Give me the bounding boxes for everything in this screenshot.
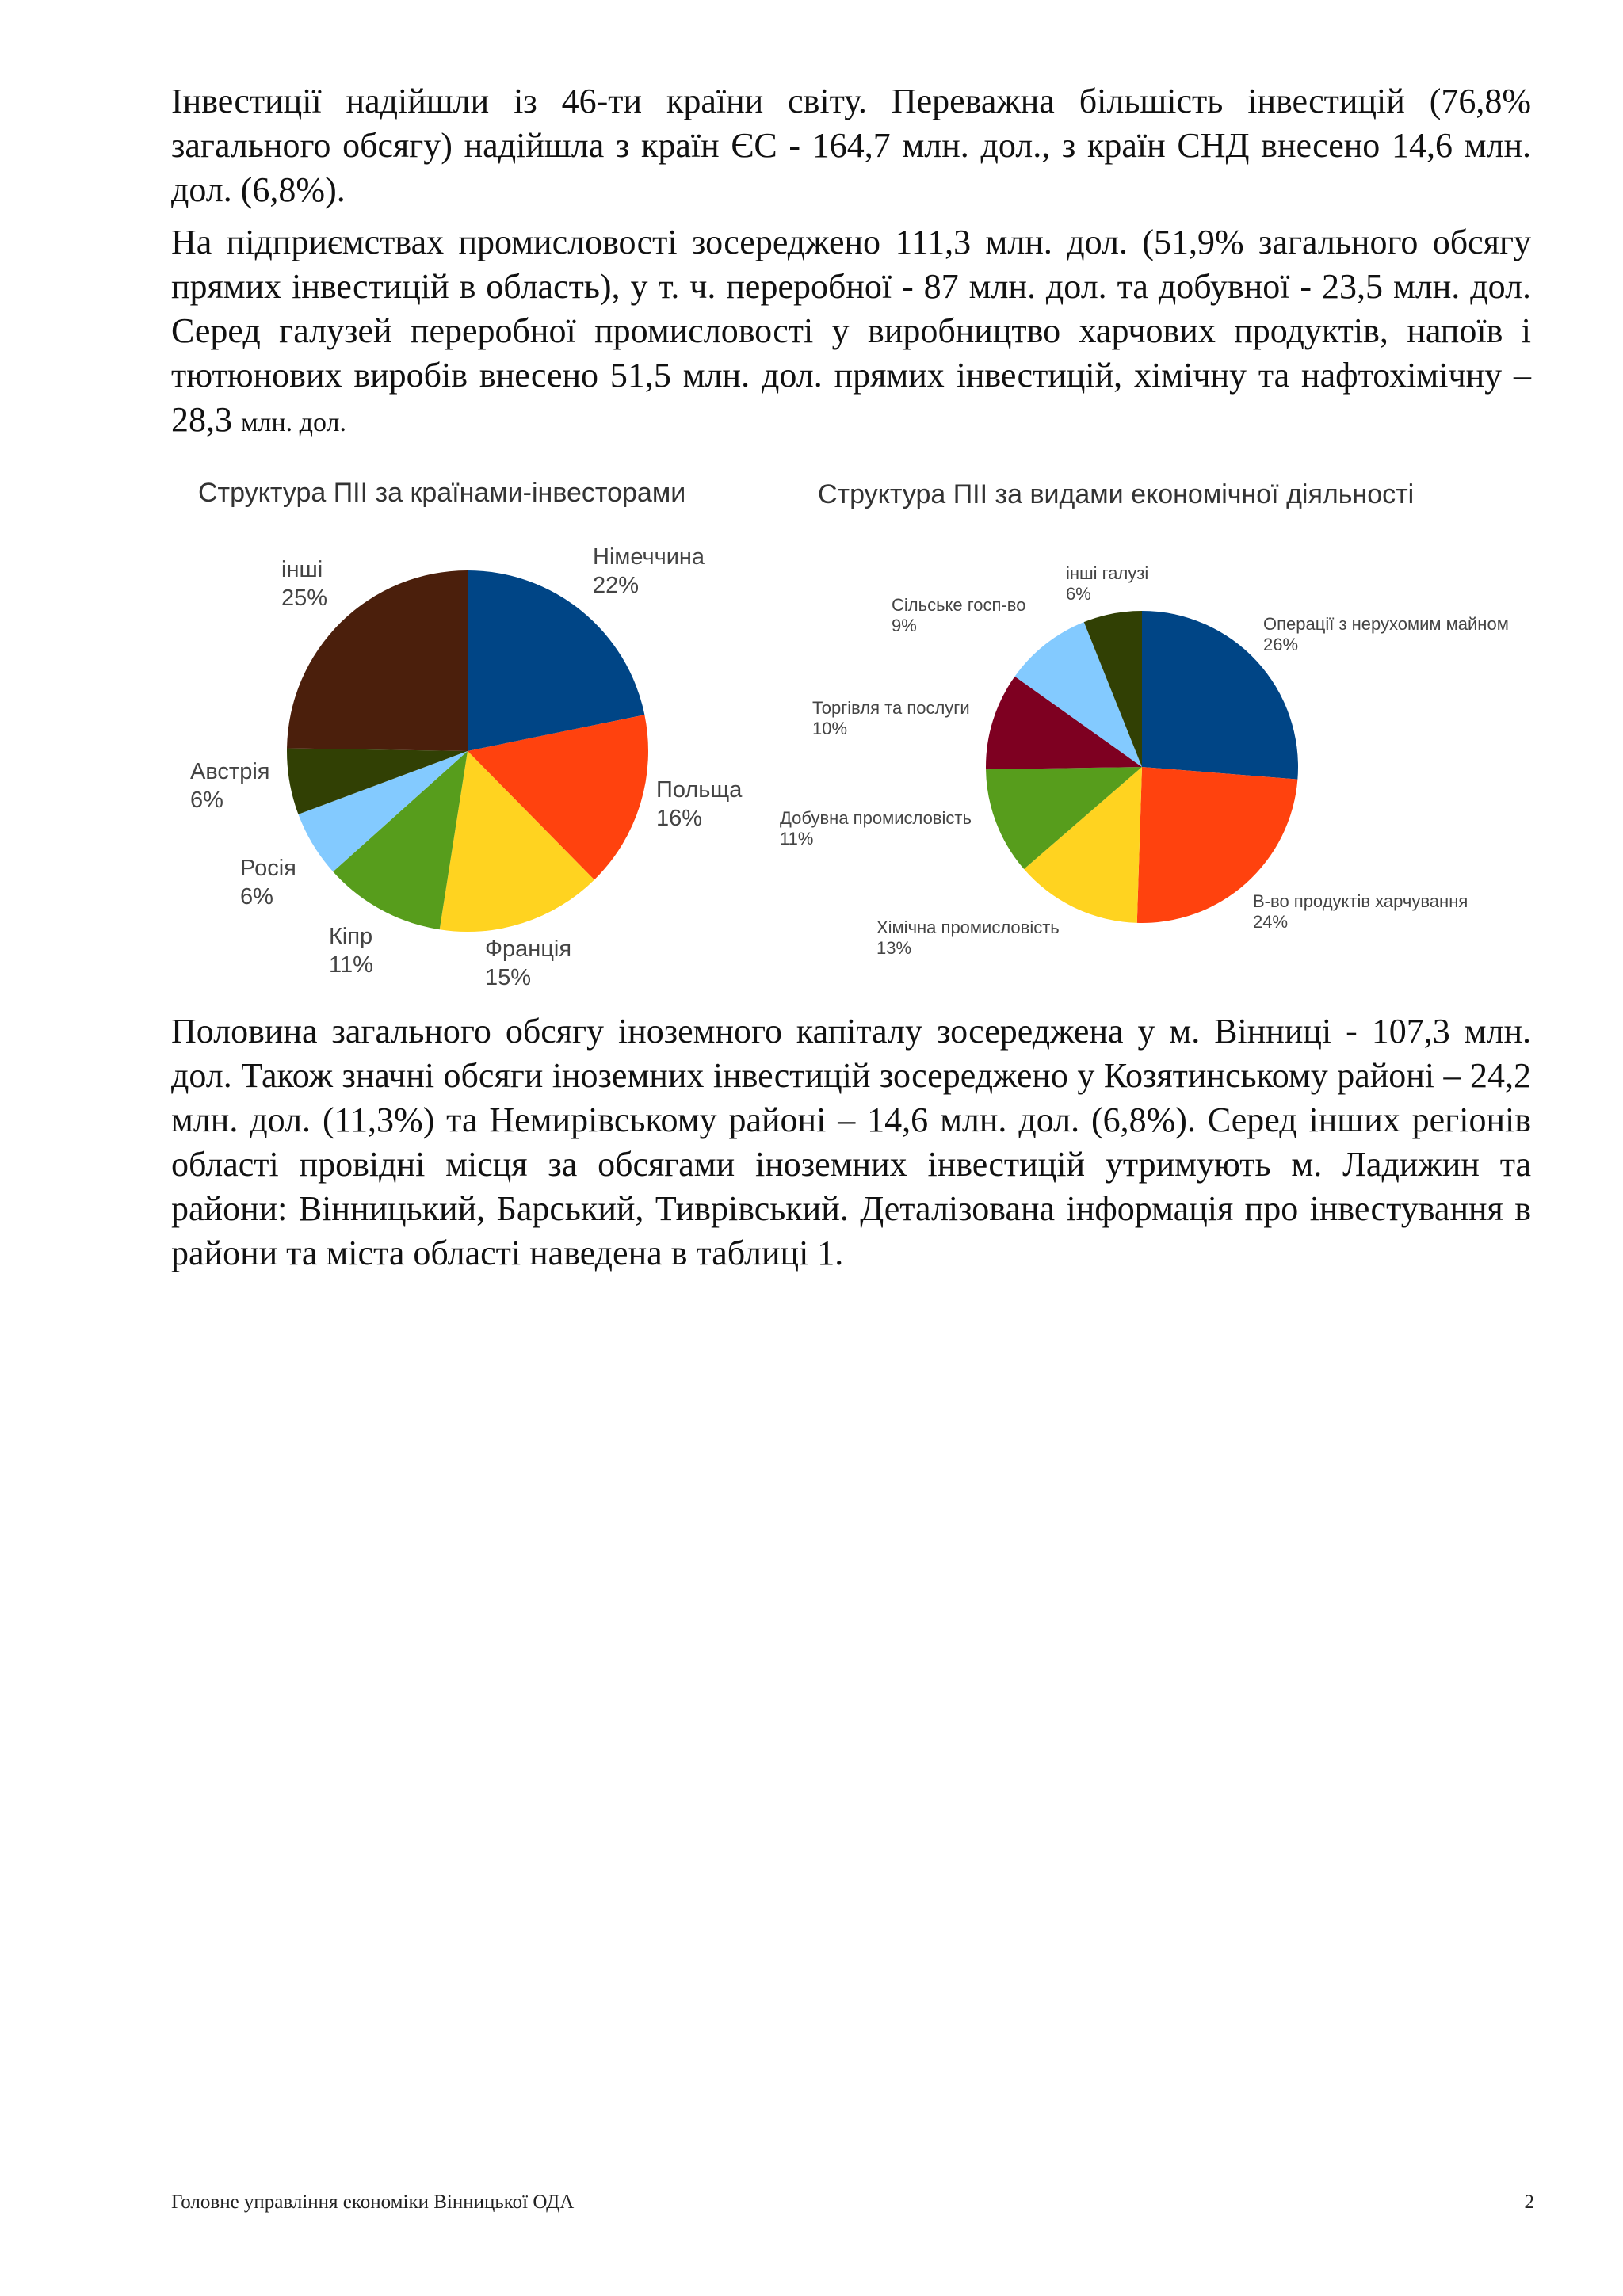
paragraph-industry-text: На підприємствах промисловості зосереджено 111,3 млн. дол. (51,9% загального обсягу прямих інвестицій в область), у т. ч. переробної - 87 млн. дол. та добувної - 23,5 млн. дол. Серед галузей переробної промисловості у виробництво харчових продуктів, напоїв і тютюнових виробів внесено 51,5 млн. дол. прямих інвестицій, хімічну та нафтохімічну – 28,3 bbox=[171, 223, 1531, 439]
pie-label-1-5: Росія bbox=[240, 856, 296, 881]
chart-activities-title: Структура ПІІ за видами економічної діяльності bbox=[818, 479, 1415, 509]
pie-label-1-1: Німеччина bbox=[593, 544, 705, 570]
pie-percent-2-6: 9% bbox=[892, 616, 917, 635]
pie-percent-1-6: 6% bbox=[190, 788, 223, 813]
pie-percent-2-4: 11% bbox=[780, 829, 814, 849]
chart-countries-title: Структура ПІІ за країнами-інвесторами bbox=[198, 478, 686, 508]
pie-percent-1-7: 25% bbox=[281, 585, 328, 611]
pie-label-2-2: В-во продуктів харчування bbox=[1253, 891, 1468, 911]
pie-label-1-3: Франція bbox=[485, 936, 572, 962]
pie-percent-2-2: 24% bbox=[1253, 912, 1289, 932]
paragraph-industry-unit: млн. дол. bbox=[241, 408, 346, 437]
pie-percent-2-7: 6% bbox=[1066, 584, 1091, 604]
paragraph-regions: Половина загального обсягу іноземного капіталу зосереджена у м. Вінниці - 107,3 млн. дол. Також значні обсяги іноземних інвестицій зосереджено у Козятинському районі – 24,2 млн. дол. (11,3%) та Немирівському районі – 14,6 млн. дол. (6,8%). Серед інших регіонів області провідні місця за обсягами іноземних інвестицій утримують м. Ладижин та райони: Вінницький, Барський, Тиврівський. Деталізована інформація про інвестування в райони та міста області наведена в таблиці 1. bbox=[171, 1012, 1531, 1272]
pie-label-2-5: Торгівля та послуги bbox=[812, 698, 970, 718]
pie-percent-2-1: 26% bbox=[1263, 635, 1299, 654]
pie-label-2-3: Хімічна промисловість bbox=[876, 917, 1060, 937]
pie-label-1-6: Австрія bbox=[190, 759, 270, 784]
pie-label-2-6: Сільське госп-во bbox=[892, 595, 1026, 615]
pie-percent-2-3: 13% bbox=[876, 938, 912, 958]
paragraph-foreign-countries: Інвестиції надійшли із 46-ти країни світу. Переважна більшість інвестицій (76,8% загального обсягу) надійшла з країн ЄС - 164,7 млн. дол., з країн СНД внесено 14,6 млн. дол. (6,8%). bbox=[171, 82, 1531, 209]
pie-percent-1-2: 16% bbox=[656, 806, 703, 831]
pie-percent-1-4: 11% bbox=[329, 952, 373, 978]
pie-percent-1-5: 6% bbox=[240, 884, 273, 910]
page-number: 2 bbox=[1524, 2191, 1534, 2213]
pie-label-1-2: Польща bbox=[656, 777, 743, 803]
pie-label-1-7: інші bbox=[281, 557, 323, 582]
pie-label-2-7: інші галузі bbox=[1066, 563, 1149, 583]
pie-label-2-1: Операції з нерухомим майном bbox=[1263, 614, 1509, 634]
pie-label-2-4: Добувна промисловість bbox=[780, 808, 972, 828]
pie-label-1-4: Кіпр bbox=[329, 924, 373, 949]
pie-percent-1-1: 22% bbox=[593, 573, 640, 598]
pie-percent-1-3: 15% bbox=[485, 965, 532, 990]
footer-organization: Головне управління економіки Вінницької ОДА bbox=[171, 2191, 575, 2213]
pie-percent-2-5: 10% bbox=[812, 719, 848, 738]
